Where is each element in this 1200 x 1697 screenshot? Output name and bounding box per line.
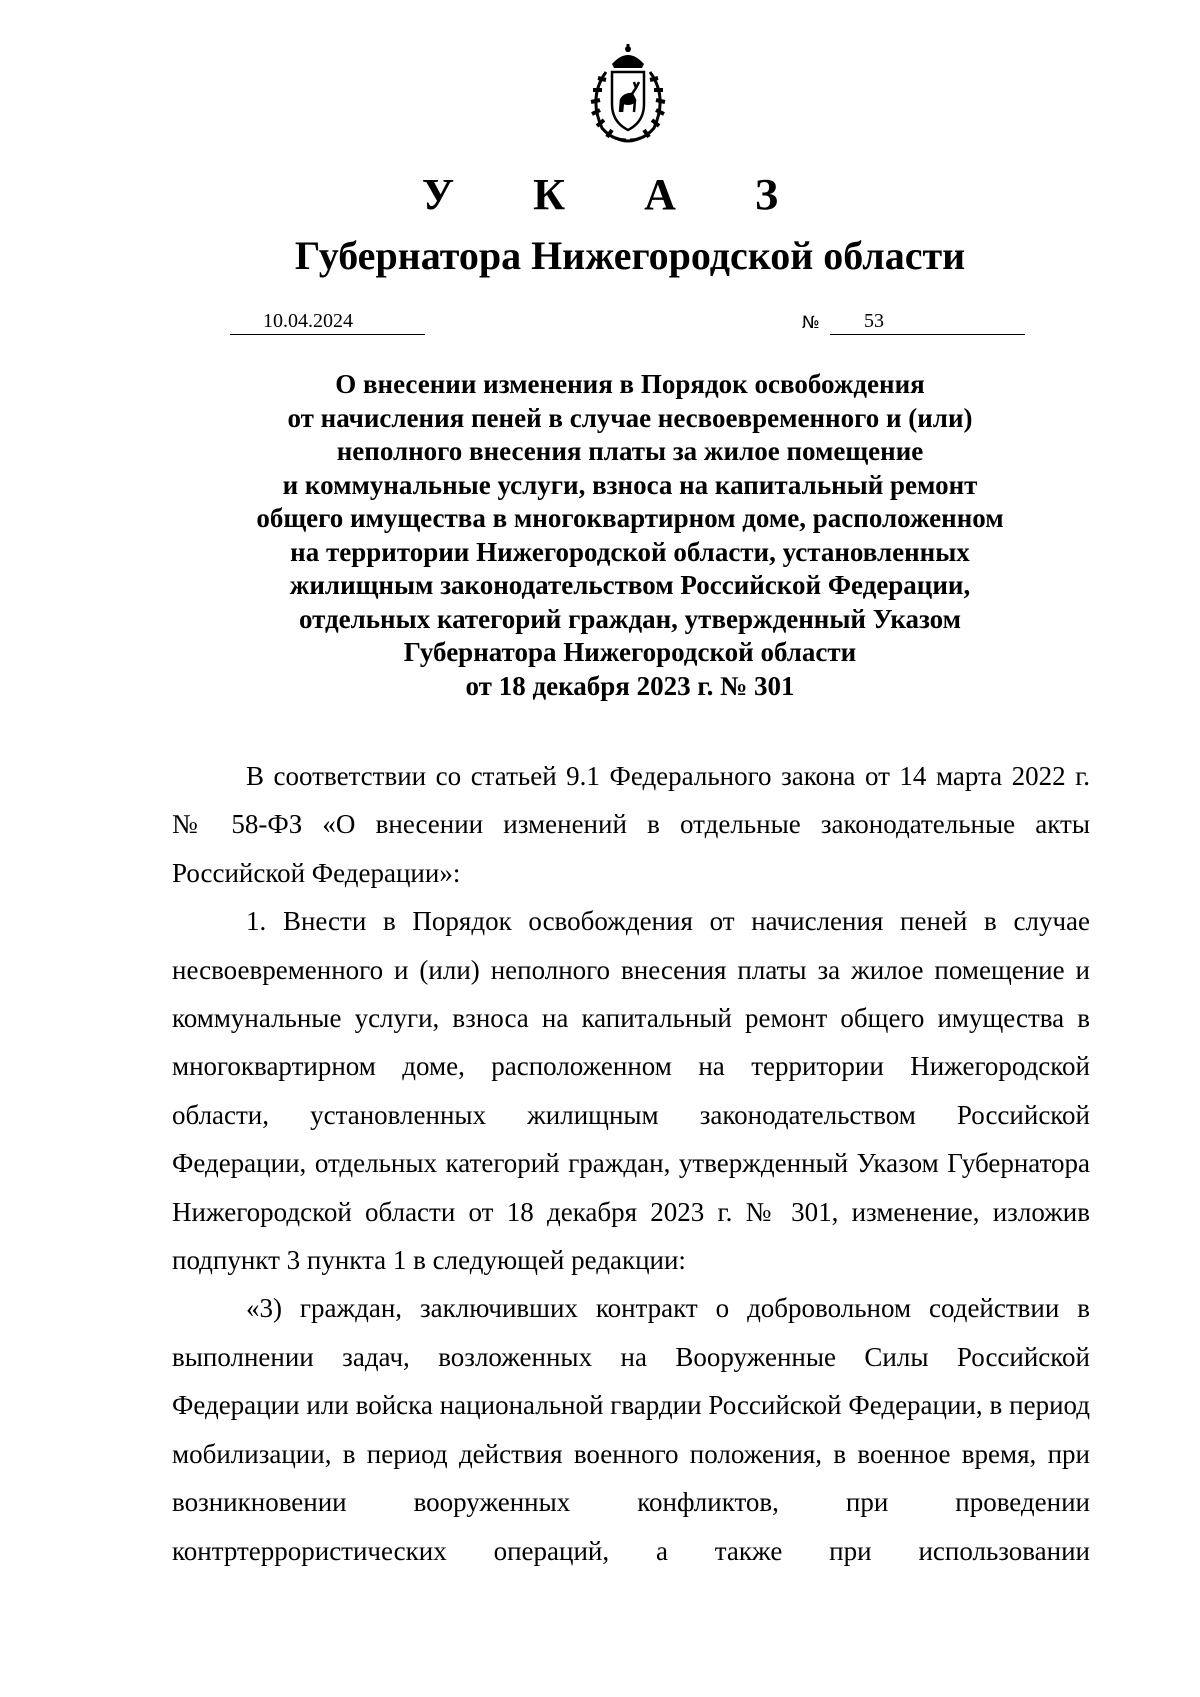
body-paragraph-subitem-3: «3) граждан, заключивших контракт о добровольном содействии в выполнении задач, возложенных на Вооруженные Силы Российской Федерации или войска национальной гвардии Российской Федерации, в период мобилизации, в период действия военного положения, в военное время, при возникновении вооруженных конфликтов, при проведении контртеррористических операций, а также при использовании — [172, 1293, 1090, 1566]
title-line: О внесении изменения в Порядок освобождения — [335, 369, 925, 399]
body-paragraph-preamble: В соответствии со статьей 9.1 Федерального закона от 14 марта 2022 г. № 58-ФЗ «О внесении изменений в отдельные законодательные акты Российской Федерации»: — [172, 761, 1090, 888]
document-body — [172, 752, 1090, 1575]
document-issuer: Губернатора Нижегородской области — [294, 233, 966, 278]
title-line: отдельных категорий граждан, утвержденный Указом — [298, 603, 962, 634]
document-date: 10.04.2024 — [263, 310, 353, 332]
document-title — [150, 368, 1110, 703]
title-line: Губернатора Нижегородской области — [403, 637, 857, 667]
title-line: неполного внесения платы за жилое помещение — [336, 436, 924, 466]
title-line: жилищным законодательством Российской Федерации, — [289, 570, 971, 600]
title-line: от начисления пеней в случае несвоевременного и (или) — [287, 402, 973, 433]
document-date-field — [230, 310, 425, 335]
title-line: от 18 декабря 2023 г. № 301 — [465, 670, 795, 701]
title-line: общего имущества в многоквартирном доме, расположенном — [256, 503, 1004, 533]
title-line: и коммунальные услуги, взноса на капитальный ремонт — [282, 469, 978, 500]
document-type: У К А З — [421, 170, 813, 219]
document-number: 53 — [864, 310, 884, 332]
body-paragraph-item-1: 1. Внести в Порядок освобождения от начисления пеней в случае несвоевременного и (или) неполного внесения платы за жилое помещение и коммунальные услуги, взноса на капитальный ремонт общего имущества в многоквартирном доме, расположенном на территории Нижегородской области, установленных жилищным законодательством Российской Федерации, отдельных категорий граждан, утвержденный Указом Губернатора Нижегородской области от 18 декабря 2023 г. № 301, изменение, изложив подпункт 3 пункта 1 в следующей редакции: — [172, 906, 1090, 1276]
title-line: на территории Нижегородской области, установленных — [290, 536, 970, 567]
coat-of-arms-icon — [576, 42, 680, 146]
document-number-field — [830, 310, 1025, 335]
number-sign: № — [802, 313, 820, 333]
